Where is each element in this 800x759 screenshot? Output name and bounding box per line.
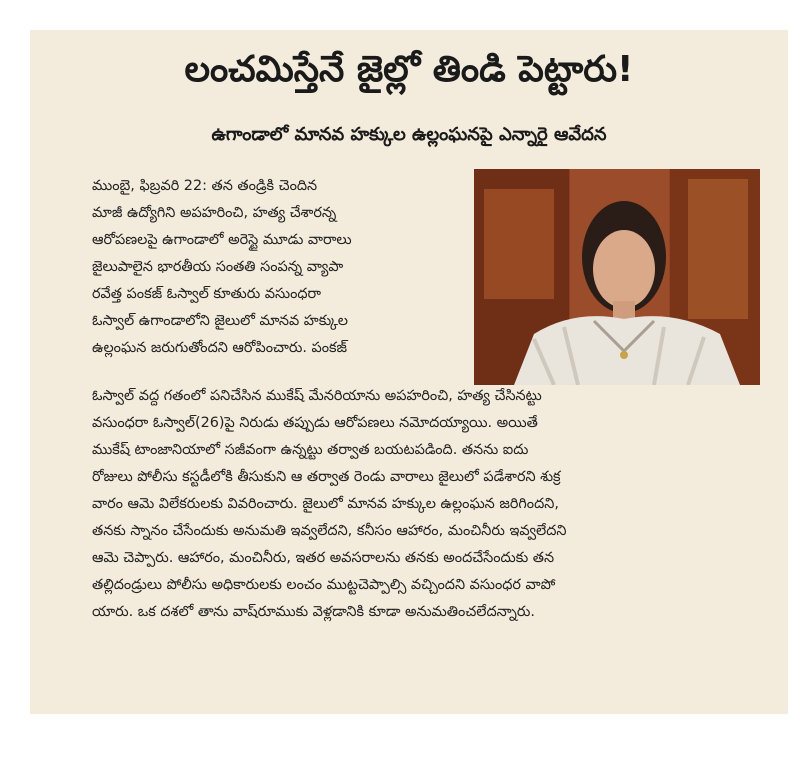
body-text-line: ఉల్లంఘన జరుగుతోందని ఆరోపించారు. పంకజ్	[92, 340, 348, 356]
body-text-line: రోజులు పోలీసు కస్టడీలోకి తీసుకుని ఆ తర్వాత రెండు వారాలు జైలులో పడేశారని శుక్ర	[92, 469, 561, 485]
body-text-line: తల్లిదండ్రులు పోలీసు అధికారులకు లంచం ముట్టచెప్పాల్సి వచ్చిందని వసుంధర వాపో	[92, 577, 556, 593]
body-text-line: ఓస్వాల్ ఉగాండాలోని జైలులో మానవ హక్కుల	[92, 313, 348, 329]
body-text-line: వసుంధరా ఓస్వాల్(26)పై నిరుడు తప్పుడు ఆరోపణలు నమోదయ్యాయి. అయితే	[92, 415, 538, 431]
news-clipping	[30, 30, 788, 714]
body-text-line: ఆమె చెప్పారు. ఆహారం, మంచినీరు, ఇతర అవసరాలను తనకు అందచేసేందుకు తన	[92, 550, 555, 566]
body-text-line: తనకు స్నానం చేసేందుకు అనుమతి ఇవ్వలేదని, కనీసం ఆహారం, మంచినీరు ఇవ్వలేదని	[92, 523, 567, 539]
body-text-line: ఆరోపణలపై ఉగాండాలో అరెస్టై మూడు వారాలు	[92, 232, 352, 248]
body-text-line: యారు. ఒక దశలో తాను వాష్‌రూముకు వెళ్లడానికి కూడా అనుమతించలేదన్నారు.	[92, 604, 535, 620]
body-text-line: ముకేష్ టాంజానియాలో సజీవంగా ఉన్నట్టు తర్వాత బయటపడింది. తనను ఐదు	[92, 442, 529, 458]
body-text-line: వారం ఆమె విలేకరులకు వివరించారు. జైలులో మానవ హక్కుల ఉల్లంఘన జరిగిందని,	[92, 496, 559, 512]
body-text-line: రవేత్త పంకజ్ ఓస్వాల్ కూతురు వసుంధరా	[92, 286, 322, 302]
body-text-line: జైలుపాలైన భారతీయ సంతతి సంపన్న వ్యాపా	[92, 259, 344, 275]
body-text-line: ఓస్వాల్ వద్ద గతంలో పనిచేసిన ముకేష్ మేనరియాను అపహరించి, హత్య చేసినట్టు	[92, 388, 542, 404]
subheadline: ఉగాండాలో మానవ హక్కుల ఉల్లంఘనపై ఎన్నారై ఆవేదన	[211, 124, 607, 145]
headline: లంచమిస్తేనే జైల్లో తిండి పెట్టారు!	[184, 49, 634, 90]
body-text-line: మాజీ ఉద్యోగిని అపహరించి, హత్య చేశారన్న	[92, 205, 337, 221]
article-photo	[474, 169, 760, 385]
body-text-line: ముంబై, ఫిబ్రవరి 22: తన తండ్రికి చెందిన	[92, 178, 318, 194]
